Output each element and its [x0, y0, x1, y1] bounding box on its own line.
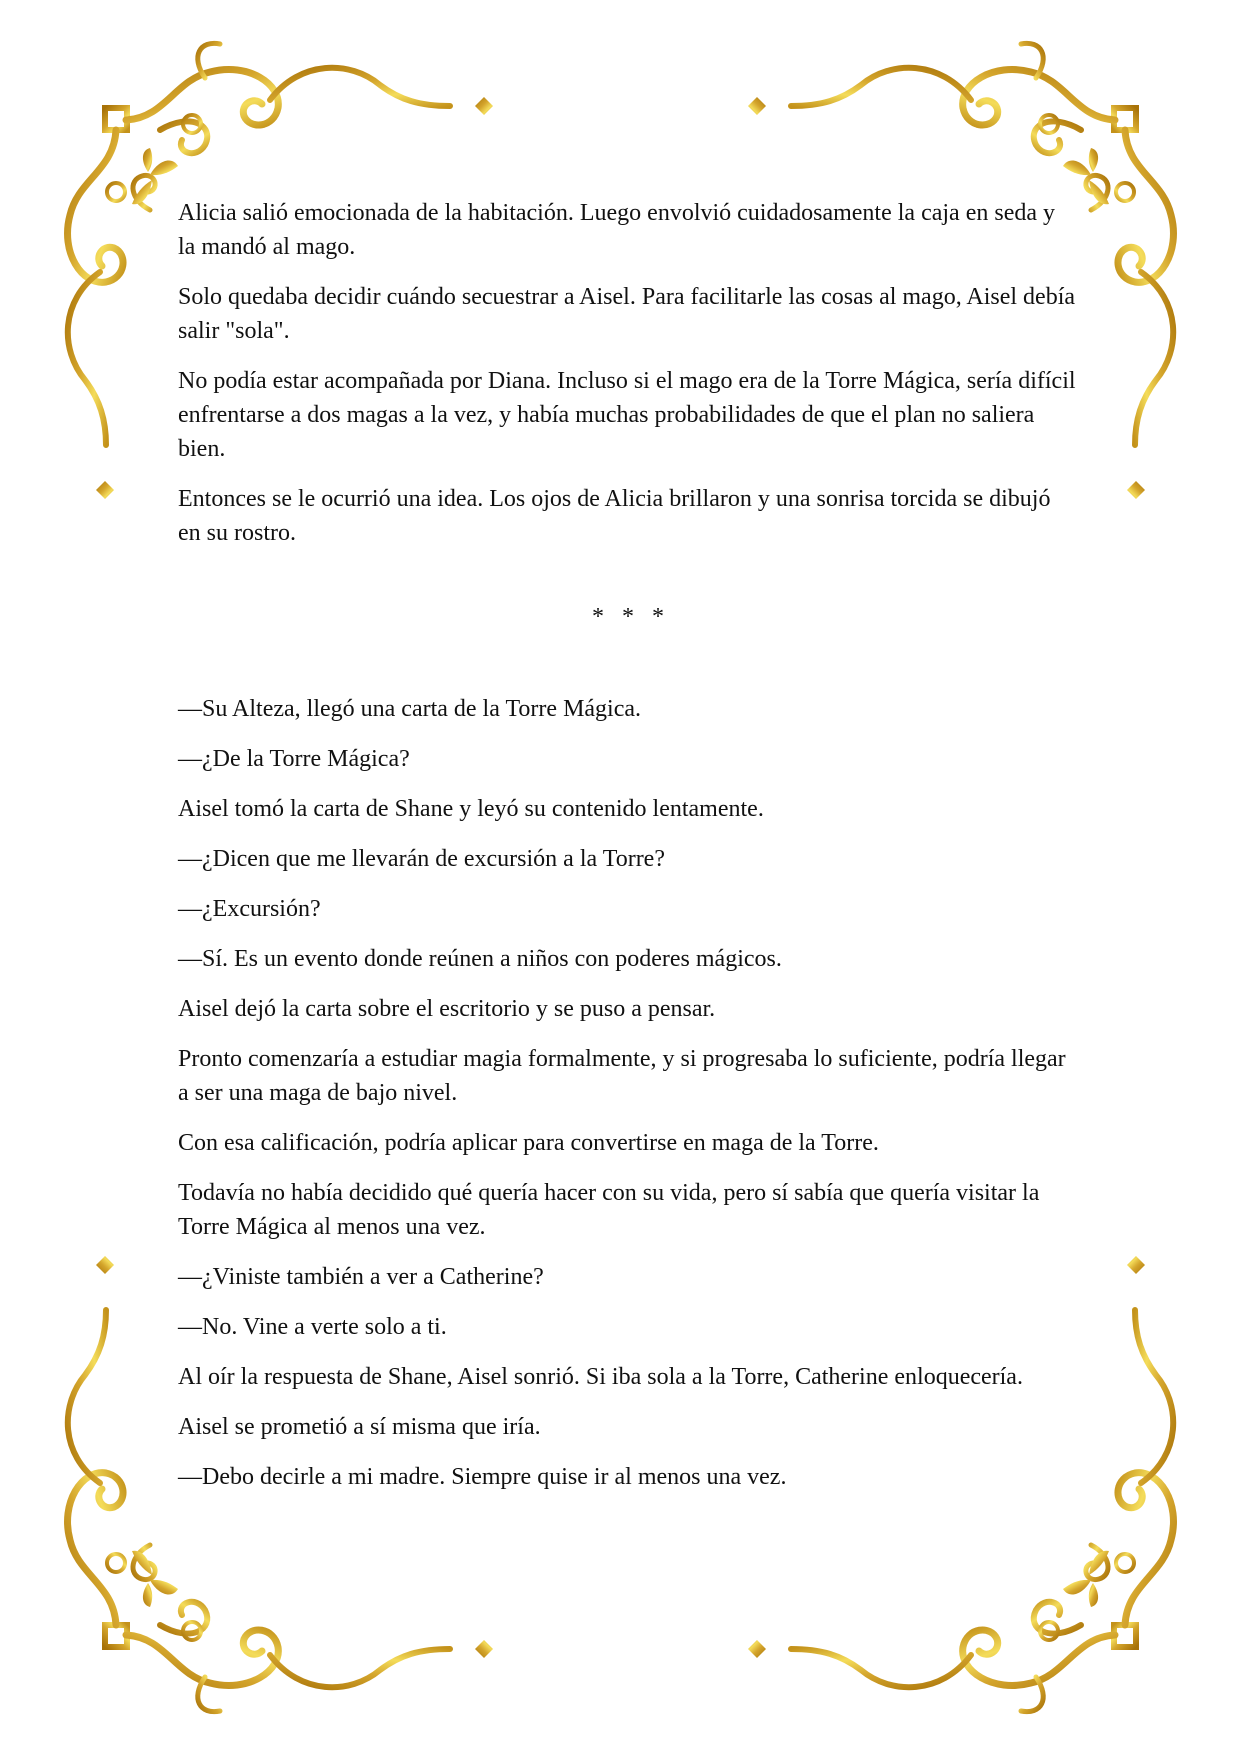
paragraph: Todavía no había decidido qué quería hacer con su vida, pero sí sabía que quería visitar la Torre Mágica al menos una vez.: [178, 1180, 1040, 1240]
paragraph: —¿Dicen que me llevarán de excursión a la Torre?: [178, 846, 665, 872]
paragraph: Aisel tomó la carta de Shane y leyó su contenido lentamente.: [178, 796, 764, 822]
page-text-body: [178, 196, 1078, 1510]
paragraph: —No. Vine a verte solo a ti.: [178, 1314, 447, 1340]
paragraph: Aisel dejó la carta sobre el escritorio y se puso a pensar.: [178, 996, 716, 1022]
paragraph: —¿Excursión?: [178, 896, 321, 922]
section-break: * * *: [592, 604, 670, 630]
paragraph: Aisel se prometió a sí misma que iría.: [178, 1414, 541, 1440]
paragraph: Solo quedaba decidir cuándo secuestrar a Aisel. Para facilitarle las cosas al mago, Aisel debía salir "sola".: [178, 284, 1076, 344]
paragraph: Con esa calificación, podría aplicar para convertirse en maga de la Torre.: [178, 1130, 879, 1156]
paragraph: Pronto comenzaría a estudiar magia formalmente, y si progresaba lo suficiente, podría llegar a ser una maga de bajo nivel.: [178, 1046, 1066, 1106]
paragraph: Al oír la respuesta de Shane, Aisel sonrió. Si iba sola a la Torre, Catherine enloquecería.: [178, 1364, 1023, 1390]
paragraph: —Sí. Es un evento donde reúnen a niños con poderes mágicos.: [178, 946, 782, 972]
paragraph: —Su Alteza, llegó una carta de la Torre Mágica.: [178, 696, 642, 722]
paragraph: —Debo decirle a mi madre. Siempre quise ir al menos una vez.: [178, 1464, 787, 1490]
paragraph: Alicia salió emocionada de la habitación. Luego envolvió cuidadosamente la caja en seda y la mandó al mago.: [178, 200, 1055, 260]
paragraph: —¿Viniste también a ver a Catherine?: [178, 1264, 544, 1290]
paragraph: No podía estar acompañada por Diana. Incluso si el mago era de la Torre Mágica, sería difícil enfrentarse a dos magas a la vez, y había muchas probabilidades de que el plan no saliera bien.: [178, 368, 1076, 462]
paragraph: Entonces se le ocurrió una idea. Los ojos de Alicia brillaron y una sonrisa torcida se dibujó en su rostro.: [178, 486, 1051, 546]
paragraph: —¿De la Torre Mágica?: [178, 746, 410, 772]
